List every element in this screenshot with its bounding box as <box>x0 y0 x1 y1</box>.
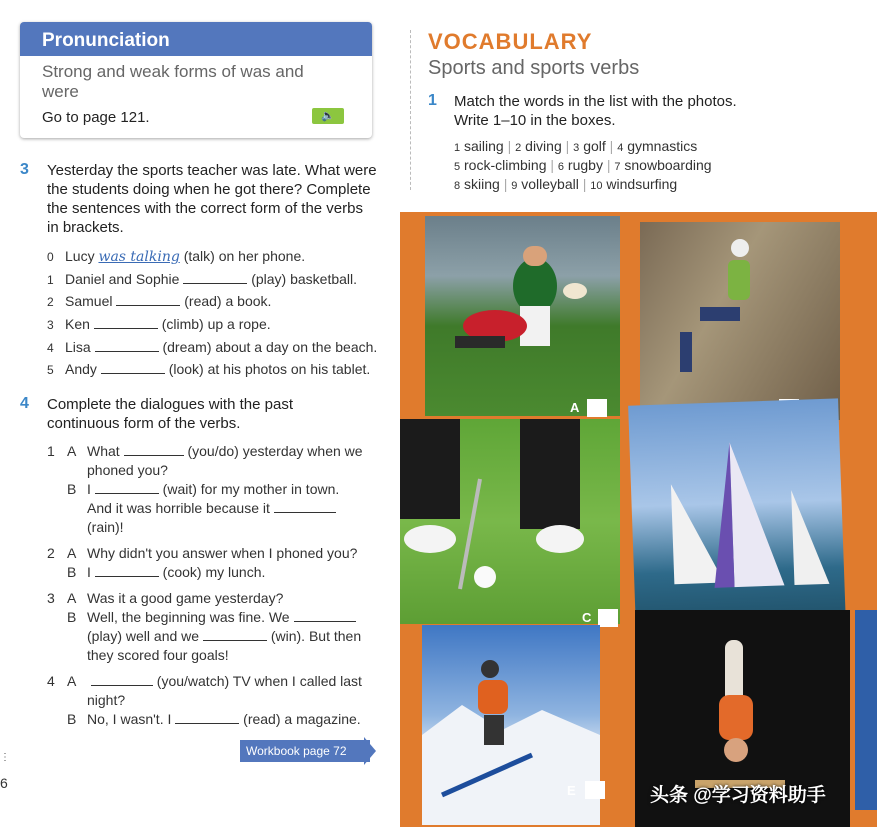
audio-speaker-icon[interactable]: 🔈 <box>312 108 344 124</box>
pronunciation-subtitle <box>42 62 342 102</box>
photo-d-sailing <box>628 398 846 630</box>
ex3-item-3: 3 Ken (climb) up a rope. <box>47 316 271 332</box>
exercise-3-instruction: Yesterday the sports teacher was late. What were the students doing when he got there? Complete the sentences with the correct form of the verbs in brackets. <box>47 162 377 236</box>
word-list-row-3: 8 skiing | 9 volleyball | 10 windsurfing <box>454 176 678 192</box>
photo-a-rugby <box>425 216 620 416</box>
ex3-item-4-blank[interactable] <box>95 339 159 352</box>
climber-icon <box>640 222 840 420</box>
exercise-3-number: 3 <box>20 161 29 178</box>
ex3-item-2-blank[interactable] <box>116 293 180 306</box>
ex3-item-4: 4 Lisa (dream) about a day on the beach. <box>47 339 378 355</box>
photo-b-rock-climbing <box>640 222 840 420</box>
word-list-row-2: 5 rock-climbing | 6 rugby | 7 snowboarding <box>454 157 712 173</box>
margin-dots: ⋮ <box>0 752 10 763</box>
dialogue-4-b-blank[interactable] <box>175 711 239 724</box>
dialogue-4: 4 A (you/watch) TV when I called last night? B No, I wasn't. I (read) a magazine. <box>47 673 362 727</box>
page-number: 6 <box>0 775 8 791</box>
workbook-arrow-icon <box>364 737 376 765</box>
photo-a-label: A <box>570 400 580 415</box>
ex3-item-0: 0 Lucy was talking (talk) on her phone. <box>47 248 306 265</box>
golfer-icon <box>400 419 620 624</box>
column-divider <box>410 30 411 190</box>
ex3-item-1: 1 Daniel and Sophie (play) basketball. <box>47 271 358 287</box>
exercise-4-number: 4 <box>20 395 29 412</box>
vocab-exercise-1-number: 1 <box>428 92 437 109</box>
workbook-link[interactable]: Workbook page 72 <box>240 740 370 762</box>
exercise-4-instruction: Complete the dialogues with the past continuous form of the verbs. <box>47 396 293 432</box>
vocab-exercise-1-instruction: Match the words in the list with the photos. Write 1–10 in the boxes. <box>454 93 737 129</box>
dialogue-4-a-blank[interactable] <box>91 673 153 686</box>
pronunciation-subtitle-text: Strong and weak forms of was and were <box>42 62 304 101</box>
ex3-item-0-answer[interactable]: was talking <box>98 249 180 265</box>
word-list-row-1: 1 sailing | 2 diving | 3 golf | 4 gymnastics <box>454 138 698 154</box>
ex3-item-1-blank[interactable] <box>183 271 247 284</box>
dialogue-2: 2 A Why didn't you answer when I phoned you? B I (cook) my lunch. <box>47 545 358 580</box>
ex3-item-2: 2 Samuel (read) a book. <box>47 293 272 309</box>
photo-c-answer-box[interactable] <box>598 609 618 627</box>
photo-e-answer-box[interactable] <box>585 781 605 799</box>
sailboats-icon <box>628 398 846 630</box>
ex3-item-5: 5 Andy (look) at his photos on his tablet. <box>47 361 371 377</box>
photo-c-label: C <box>582 610 592 625</box>
photo-a-answer-box[interactable] <box>587 399 607 417</box>
rugby-players-icon <box>425 216 620 416</box>
photo-e-label: E <box>567 783 576 798</box>
pronunciation-title: Pronunciation <box>42 30 170 51</box>
dialogue-3-b2-blank[interactable] <box>203 628 267 641</box>
dialogue-1-b-blank[interactable] <box>95 481 159 494</box>
watermark: 头条 @学习资料助手 <box>650 785 826 806</box>
ex3-item-5-blank[interactable] <box>101 361 165 374</box>
pronunciation-goto: Go to page 121. <box>42 109 150 126</box>
ex3-item-3-blank[interactable] <box>94 316 158 329</box>
dialogue-2-b-blank[interactable] <box>95 564 159 577</box>
photo-edge-partial <box>855 610 877 810</box>
dialogue-1-b3-blank[interactable] <box>274 500 336 513</box>
vocabulary-subtitle: Sports and sports verbs <box>428 57 640 79</box>
vocabulary-title: VOCABULARY <box>428 29 593 54</box>
dialogue-1-a-blank[interactable] <box>124 443 184 456</box>
photo-c-golf <box>400 419 620 624</box>
dialogue-3: 3 A Was it a good game yesterday? B Well, the beginning was fine. We (play) well and we (win). But then they scored four goals! <box>47 590 362 663</box>
dialogue-1: 1 A What (you/do) yesterday when we phoned you? B I (wait) for my mother in town. And it was horrible because it (rain)! <box>47 443 363 535</box>
dialogue-3-b-blank[interactable] <box>294 609 356 622</box>
